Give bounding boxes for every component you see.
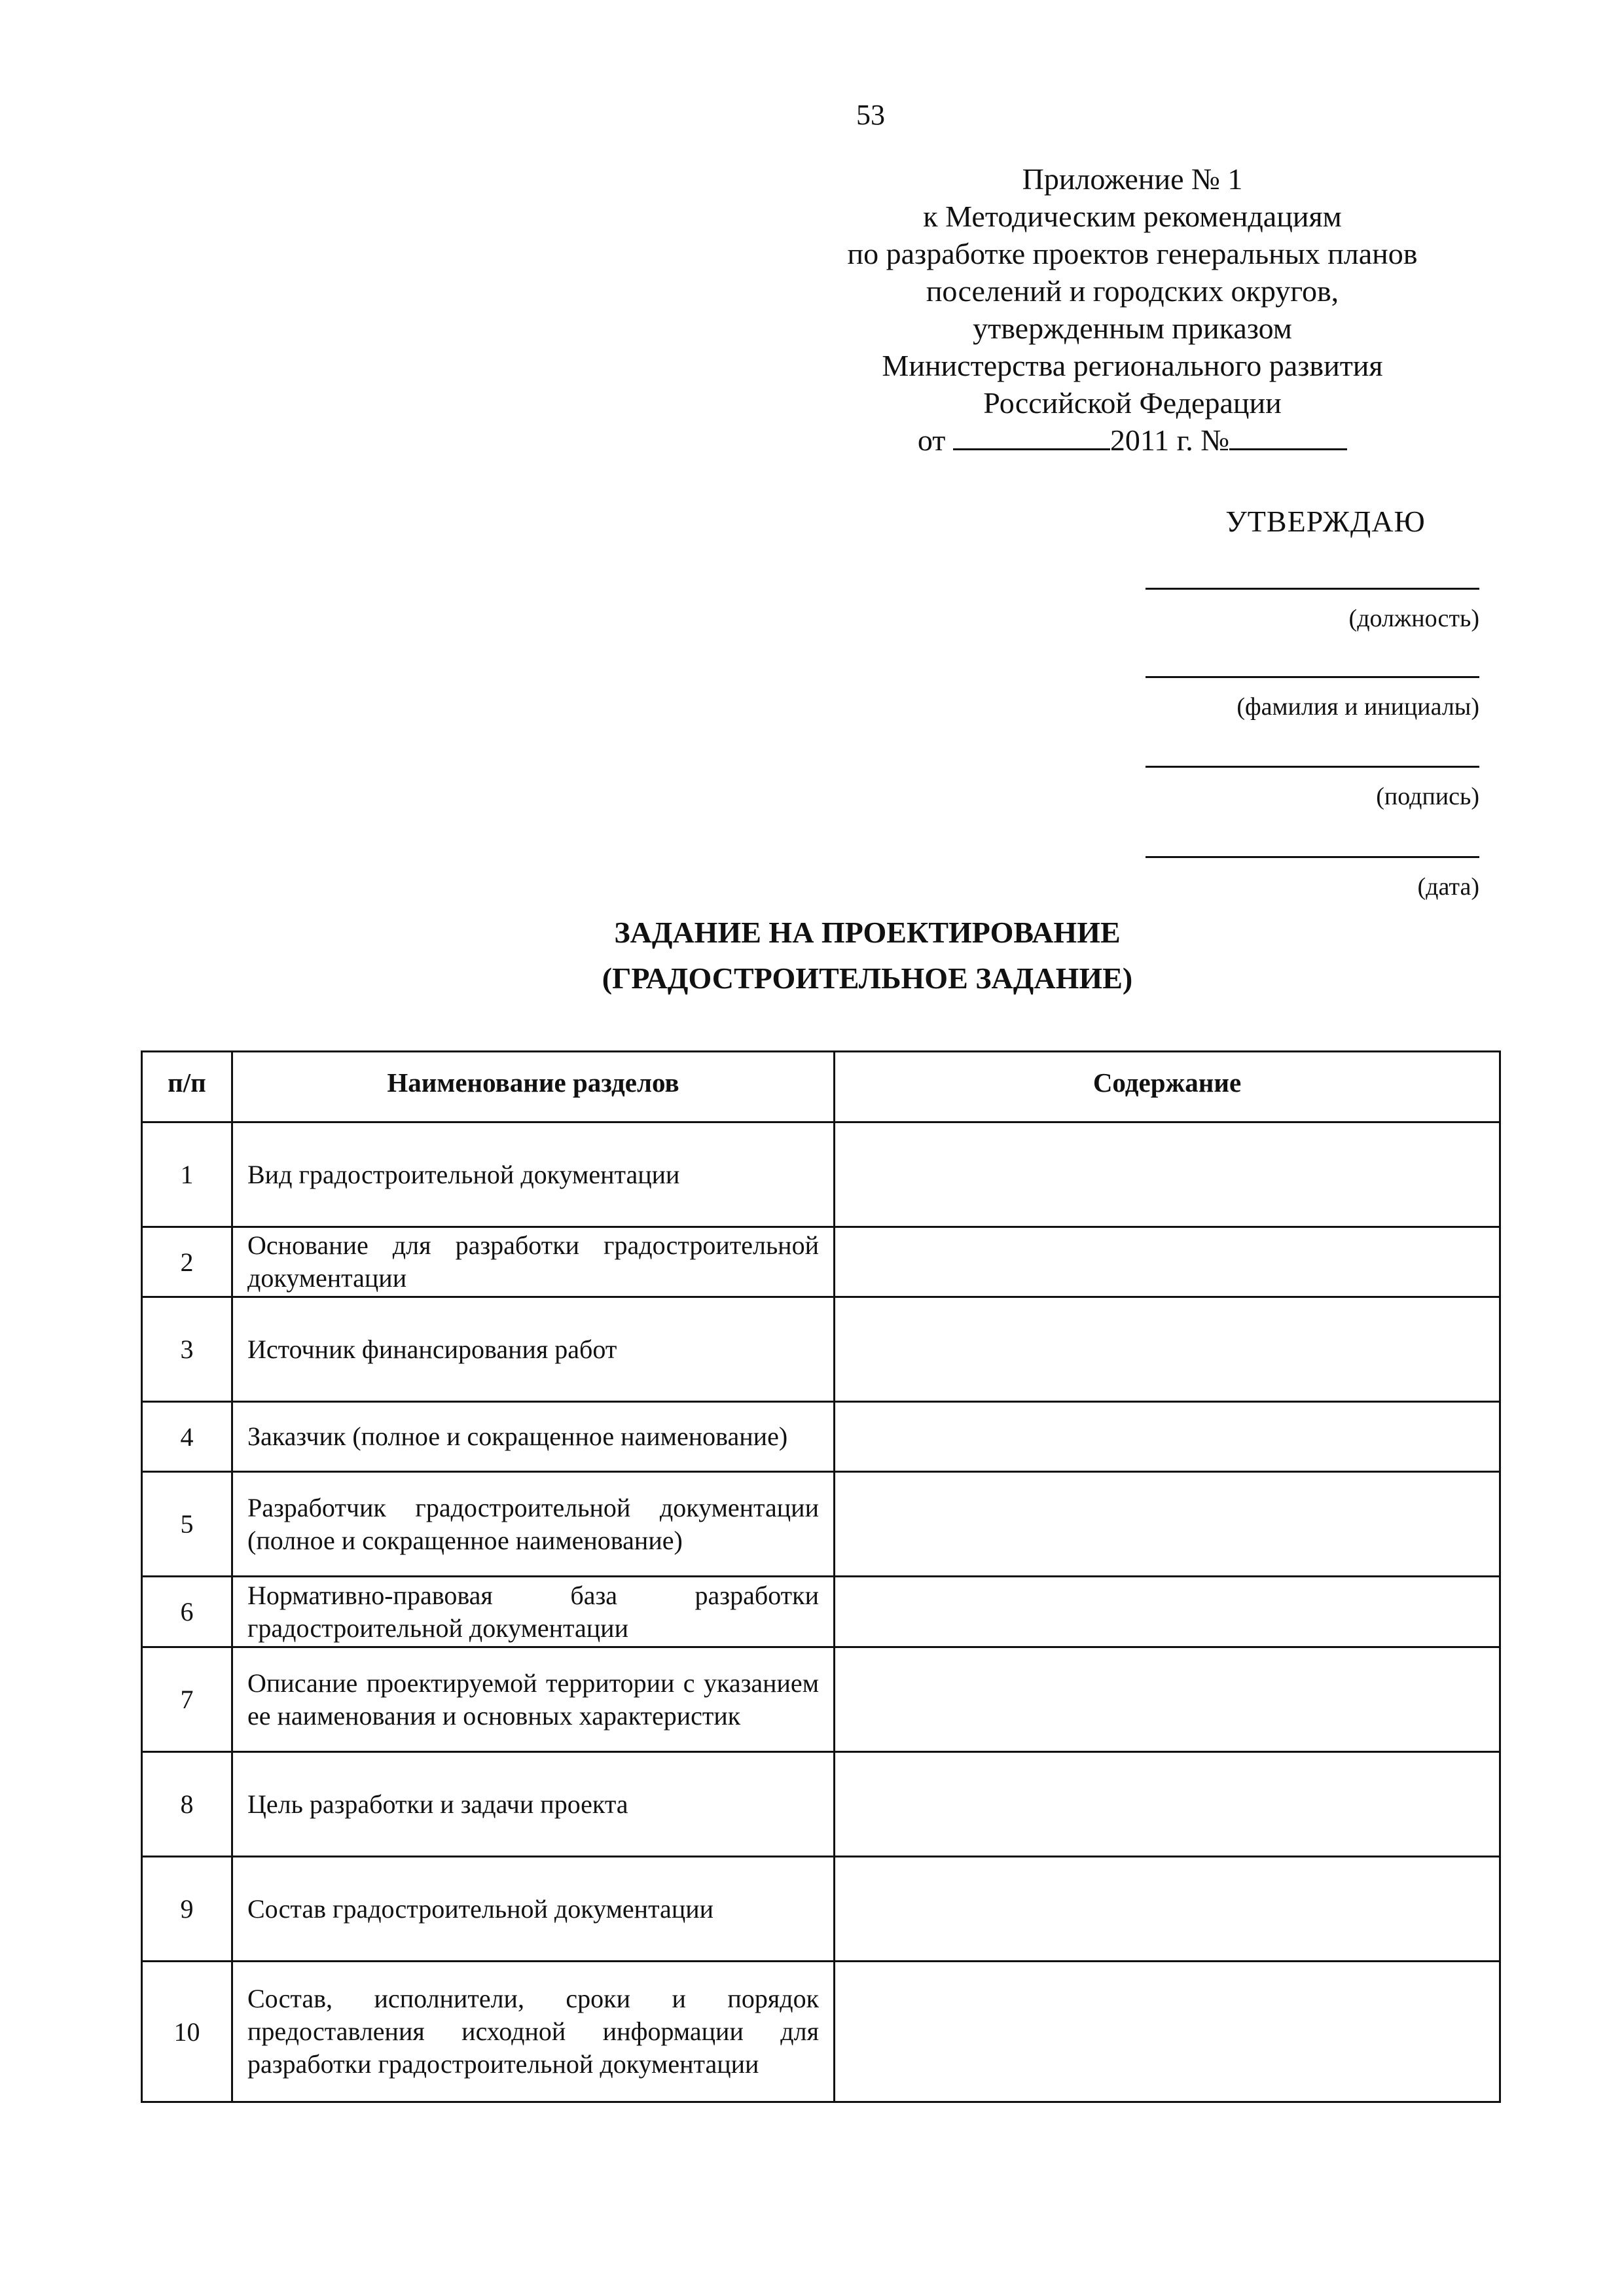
date-prefix: от xyxy=(917,423,946,457)
row-name: Нормативно-правовая база разработки градостроительной документации xyxy=(232,1577,835,1647)
row-number: 7 xyxy=(142,1647,232,1752)
appendix-line: Министерства регионального развития xyxy=(882,349,1383,382)
signature-label: (должность) xyxy=(1348,605,1479,632)
approve-title: УТВЕРЖДАЮ xyxy=(1225,505,1426,538)
task-title-subline: (ГРАДОСТРОИТЕЛЬНОЕ ЗАДАНИЕ) xyxy=(602,961,1133,995)
signature-line xyxy=(1146,856,1479,858)
row-number: 6 xyxy=(142,1577,232,1647)
signature-field-position xyxy=(1146,588,1479,633)
page-number: 53 xyxy=(856,99,885,131)
row-name: Разработчик градостроительной документации (полное и сокращенное наименование) xyxy=(232,1472,835,1577)
signature-line xyxy=(1146,588,1479,590)
row-name: Состав градостроительной документации xyxy=(232,1857,835,1962)
table-row xyxy=(142,1647,1500,1752)
row-content xyxy=(835,1647,1500,1752)
row-number: 2 xyxy=(142,1227,232,1297)
row-number: 9 xyxy=(142,1857,232,1962)
table-row xyxy=(142,1402,1500,1472)
row-name: Заказчик (полное и сокращенное наименование) xyxy=(232,1402,835,1472)
appendix-line: Российской Федерации xyxy=(983,386,1282,420)
row-number: 10 xyxy=(142,1962,232,2102)
signature-field-name xyxy=(1146,676,1479,721)
header-num: п/п xyxy=(142,1052,232,1122)
signature-label: (подпись) xyxy=(1376,783,1479,810)
signature-label: (фамилия и инициалы) xyxy=(1236,693,1479,721)
row-content xyxy=(835,1227,1500,1297)
row-name: Основание для разработки градостроительной документации xyxy=(232,1227,835,1297)
table-row xyxy=(142,1227,1500,1297)
row-number: 1 xyxy=(142,1122,232,1227)
table-row xyxy=(142,1122,1500,1227)
appendix-line: по разработке проектов генеральных планов xyxy=(847,237,1418,270)
row-content xyxy=(835,1962,1500,2102)
appendix-header xyxy=(772,160,1492,459)
task-title-line: ЗАДАНИЕ НА ПРОЕКТИРОВАНИЕ xyxy=(614,916,1121,949)
row-content xyxy=(835,1122,1500,1227)
table-row xyxy=(142,1472,1500,1577)
header-content: Содержание xyxy=(835,1052,1500,1122)
row-name: Состав, исполнители, сроки и порядок предоставления исходной информации для разработки градостроительной документации xyxy=(232,1962,835,2102)
signature-field-date xyxy=(1146,856,1479,901)
appendix-line: Приложение № 1 xyxy=(1022,162,1243,196)
table-row xyxy=(142,1577,1500,1647)
row-content xyxy=(835,1752,1500,1857)
row-content xyxy=(835,1472,1500,1577)
table-row xyxy=(142,1962,1500,2102)
signature-line xyxy=(1146,766,1479,768)
table-row xyxy=(142,1857,1500,1962)
appendix-line: поселений и городских округов, xyxy=(926,274,1339,308)
row-number: 5 xyxy=(142,1472,232,1577)
appendix-line: к Методическим рекомендациям xyxy=(923,200,1342,233)
row-number: 4 xyxy=(142,1402,232,1472)
task-title xyxy=(327,910,1407,1001)
row-content xyxy=(835,1857,1500,1962)
row-name: Источник финансирования работ xyxy=(232,1297,835,1402)
row-name: Вид градостроительной документации xyxy=(232,1122,835,1227)
row-number: 8 xyxy=(142,1752,232,1857)
row-content xyxy=(835,1577,1500,1647)
order-number-blank xyxy=(1229,422,1347,450)
table-header-row xyxy=(142,1052,1500,1122)
date-year: 2011 г. № xyxy=(1110,423,1230,457)
signature-field-signature xyxy=(1146,766,1479,811)
signature-label: (дата) xyxy=(1417,873,1479,901)
table-row xyxy=(142,1752,1500,1857)
row-content xyxy=(835,1297,1500,1402)
task-table xyxy=(141,1050,1501,2103)
header-name: Наименование разделов xyxy=(232,1052,835,1122)
appendix-line: утвержденным приказом xyxy=(973,312,1292,345)
date-blank xyxy=(953,422,1110,450)
row-number: 3 xyxy=(142,1297,232,1402)
table-row xyxy=(142,1297,1500,1402)
row-name: Описание проектируемой территории с указанием ее наименования и основных характеристик xyxy=(232,1647,835,1752)
signature-line xyxy=(1146,676,1479,678)
row-content xyxy=(835,1402,1500,1472)
row-name: Цель разработки и задачи проекта xyxy=(232,1752,835,1857)
order-date-line xyxy=(772,422,1492,459)
